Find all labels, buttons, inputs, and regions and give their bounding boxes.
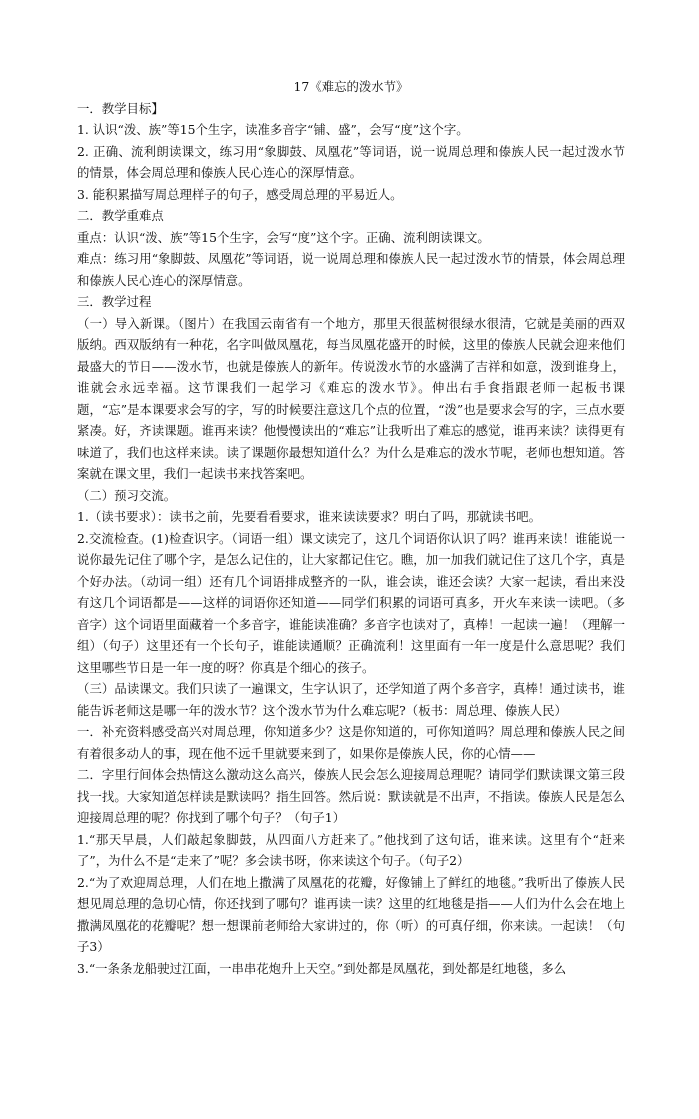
section-heading-objectives: 一．教学目标】 (77, 100, 164, 116)
section-heading-process: 三．教学过程 (77, 294, 152, 309)
key-point-difficulty: 难点：练习用“象脚鼓、凤凰花”等词语，说一说周总理和傣族人民一起过泼水节的情景，体会周总理和傣族人民心连心的深厚情意。 (77, 251, 625, 288)
supplement-paragraph: 一．补充资料感受高兴对周总理，你知道多少？这是你知道的，可你知道吗？周总理和傣族人民之间有着很多动人的事，现在他不远千里就要来到了，如果你是傣族人民，你的心情—— (77, 724, 625, 761)
process-reading-paragraph: （三）品读课文。我们只读了一遍课文，生字认识了，还学知道了两个多音字，真棒！通过读书，谁能告诉老师这是哪一年的泼水节？这个泼水节为什么难忘呢?（板书：周总理、傣族人民） (77, 681, 625, 718)
process-preview-heading: （二）预习交流。 (77, 487, 177, 503)
sentence-3-paragraph: 3.“一条条龙船驶过江面，一串串花炮升上天空。”到处都是凤凰花，到处都是红地毯，多么 (77, 960, 567, 976)
key-point-focus: 重点：认识“泼、族”等15个生字，会写“度”这个字。正确、流利朗读课文。 (77, 229, 490, 245)
sentence-1-paragraph: 1.“那天早晨，人们敲起象脚鼓，从四面八方赶来了。”他找到了这句话，谁来读。这里有个“赶来了”，为什么不是“走来了”呢？多会读书呀，你来读这个句子。（句子2） (77, 831, 625, 868)
process-intro-paragraph: （一）导入新课。（图片）在我国云南省有一个地方，那里天很蓝树很绿水很清，它就是美丽的西双版纳。西双版纳有一种花，名字叫做凤凰花，每当凤凰花盛开的时候，这里的傣族人民就会迎来他们最盛大的节日——泼水节，也就是傣族人的新年。传说泼水节的水盛满了吉祥和如意，泼到谁身上，谁就会永远幸福。这节课我们一起学习《难忘的泼水节》。伸出右手食指跟老师一起板书课题，“忘”是本课要求会写的字，写的时候要注意这几个点的位置，“泼”也是要求会写的字，三点水要紧凑。好，齐读课题。谁再来读？他慢慢读出的“难忘”让我听出了难忘的感觉，谁再来读？读得更有味道了，我们也这样来读。读了课题你最想知道什么？为什么是难忘的泼水节呢，老师也想知道。答案就在课文里，我们一起读书来找答案吧。 (77, 315, 625, 481)
document-title: 17《难忘的泼水节》 (293, 79, 409, 94)
objective-item-3: 3. 能积累描写周总理样子的句子，感受周总理的平易近人。 (77, 186, 403, 202)
process-reading-requirement: 1.（读书要求）：读书之前，先要看看要求，谁来读读要求？明白了吗，那就读书吧。 (77, 509, 542, 524)
objective-item-2: 2. 正确、流利朗读课文，练习用“象脚鼓、凤凰花”等词语，说一说周总理和傣族人民一起过泼水节的情景，体会周总理和傣族人民心连心的深厚情意。 (77, 143, 625, 180)
document-body (77, 76, 625, 979)
section-heading-key-points: 二．教学重难点 (77, 208, 164, 223)
process-check-paragraph: 2.交流检查。(1)检查识字。（词语一组）课文读完了，这几个词语你认识了吗？谁再来读！谁能说一说你最先记住了哪个字，是怎么记住的，让大家都记住它。瞧，加一加我们就记住了这几个字，真是个好办法。（动词一组）还有几个词语排成整齐的一队，谁会读，谁还会读？大家一起读，看出来没有这几个词语都是——这样的词语你还知道——同学们积累的词语可真多，开火车来读一读吧。（多音字）这个词语里面藏着一个多音字，谁能读准确？多音字也读对了，真棒！一起读一遍！（理解一组）（句子）这里还有一个长句子，谁能读通顺？正确流利！这里面有一年一度是什么意思呢？我们这里哪些节日是一年一度的呀？你真是个细心的孩子。 (77, 530, 625, 675)
objective-item-1: 1. 认识“泼、族”等15个生字，读准多音字“铺、盛”，会写“度”这个字。 (77, 122, 469, 137)
sentence-2-paragraph: 2.“为了欢迎周总理，人们在地上撒满了凤凰花的花瓣，好像铺上了鲜红的地毯。”我听出了傣族人民想见周总理的急切心情，你还找到了哪句？谁再读一读？这里的红地毯是指——人们为什么会在地上撒满凤凰花的花瓣呢？想一想课前老师给大家讲过的，你（听）的可真仔细，你来读。一起读！（句子3） (77, 874, 625, 954)
between-lines-paragraph: 二．字里行间体会热情这么激动这么高兴，傣族人民会怎么迎接周总理呢？请同学们默读课文第三段找一找。大家知道怎样读是默读吗？指生回答。然后说：默读就是不出声，不指读。傣族人民是怎么迎接周总理的呢？你找到了哪个句子？（句子1） (77, 767, 625, 825)
